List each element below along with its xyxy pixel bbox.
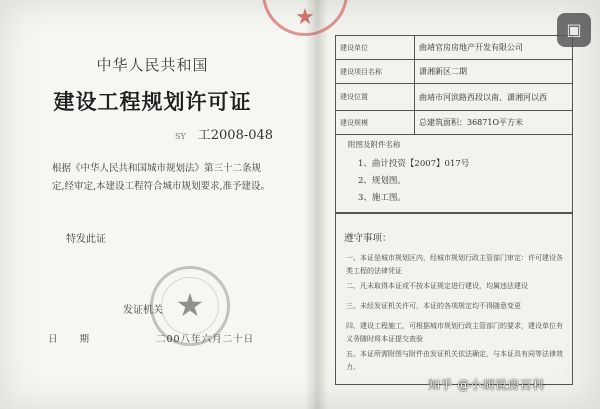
red-seal-stamp bbox=[262, 0, 348, 36]
row-label: 建设规模 bbox=[336, 111, 415, 135]
table-row bbox=[336, 111, 573, 135]
row-value: 曲靖市河滨路西段以南、潇湘河以西 bbox=[415, 84, 573, 111]
issuing-country: 中华人民共和国 bbox=[96, 56, 209, 74]
row-value: 潇湘新区二期 bbox=[415, 60, 573, 84]
red-seal-star-icon: ★ bbox=[295, 5, 315, 30]
page-fold bbox=[305, 0, 327, 409]
table-row bbox=[336, 84, 573, 111]
attachment-item: 2、规划图。 bbox=[358, 176, 406, 186]
attachments-section bbox=[335, 135, 573, 213]
note-item: 二、凡未取得本证或不按本证规定进行建设，均属违法建设 bbox=[346, 282, 528, 290]
row-label: 建设位置 bbox=[336, 84, 415, 111]
row-value: 总建筑面积：36871O平方米 bbox=[415, 111, 573, 135]
attachments-title: 附图及附件名称 bbox=[348, 140, 401, 149]
row-label: 建设单位 bbox=[336, 36, 415, 60]
attachment-item: 1、曲计投资【2007】017号 bbox=[358, 159, 470, 169]
table-row bbox=[336, 36, 573, 60]
image-gallery-button[interactable] bbox=[557, 13, 591, 47]
certificate-title: 建设工程规划许可证 bbox=[53, 89, 252, 114]
issuing-authority: 发证机关 bbox=[123, 305, 163, 316]
seal-star-icon: ★ bbox=[175, 286, 205, 324]
body-line-1: 根据《中华人民共和国城市规划法》第三十二条规 bbox=[52, 163, 262, 174]
date-label: 日 期 bbox=[48, 334, 91, 345]
note-item: 四、建设工程施工，可根据城市规划行政主管部门的要求，建设单位有义务随时将本证提交查验 bbox=[346, 322, 563, 343]
note-item: 五、本证所需附图与附件由发证机关依法确定，与本证具有同等法律效力。 bbox=[346, 350, 563, 371]
body-line-2: 定,经审定,本建设工程符合城市规划要求,准予建设。 bbox=[52, 181, 271, 192]
note-item: 三、未经发证机关许可，本证的各项规定均不得随意变更 bbox=[346, 302, 521, 310]
date-value: 二00八年六月二十日 bbox=[156, 334, 255, 345]
attachment-item: 3、施工图。 bbox=[358, 193, 406, 203]
row-value: 曲靖官房房地产开发有限公司 bbox=[415, 36, 573, 60]
serial-number bbox=[175, 124, 273, 143]
row-label: 建设项目名称 bbox=[336, 60, 415, 84]
notes-title: 遵守事项： bbox=[344, 233, 392, 244]
serial-prefix: SY bbox=[175, 132, 186, 141]
image-gallery-icon: ▣ bbox=[566, 20, 582, 39]
source-watermark: 知乎 @小胡说房百科 bbox=[428, 378, 545, 392]
project-info-table bbox=[335, 35, 573, 135]
serial-value: 工2008-048 bbox=[197, 128, 274, 143]
table-row bbox=[336, 60, 573, 84]
special-issue-note: 特发此证 bbox=[66, 234, 106, 245]
compliance-notes-section bbox=[335, 213, 573, 385]
note-item: 一、本证是城市规划区内，经城市规划行政主管部门审定：许可建设各类工程的法律凭证 bbox=[346, 254, 563, 275]
certificate-body bbox=[52, 160, 287, 196]
